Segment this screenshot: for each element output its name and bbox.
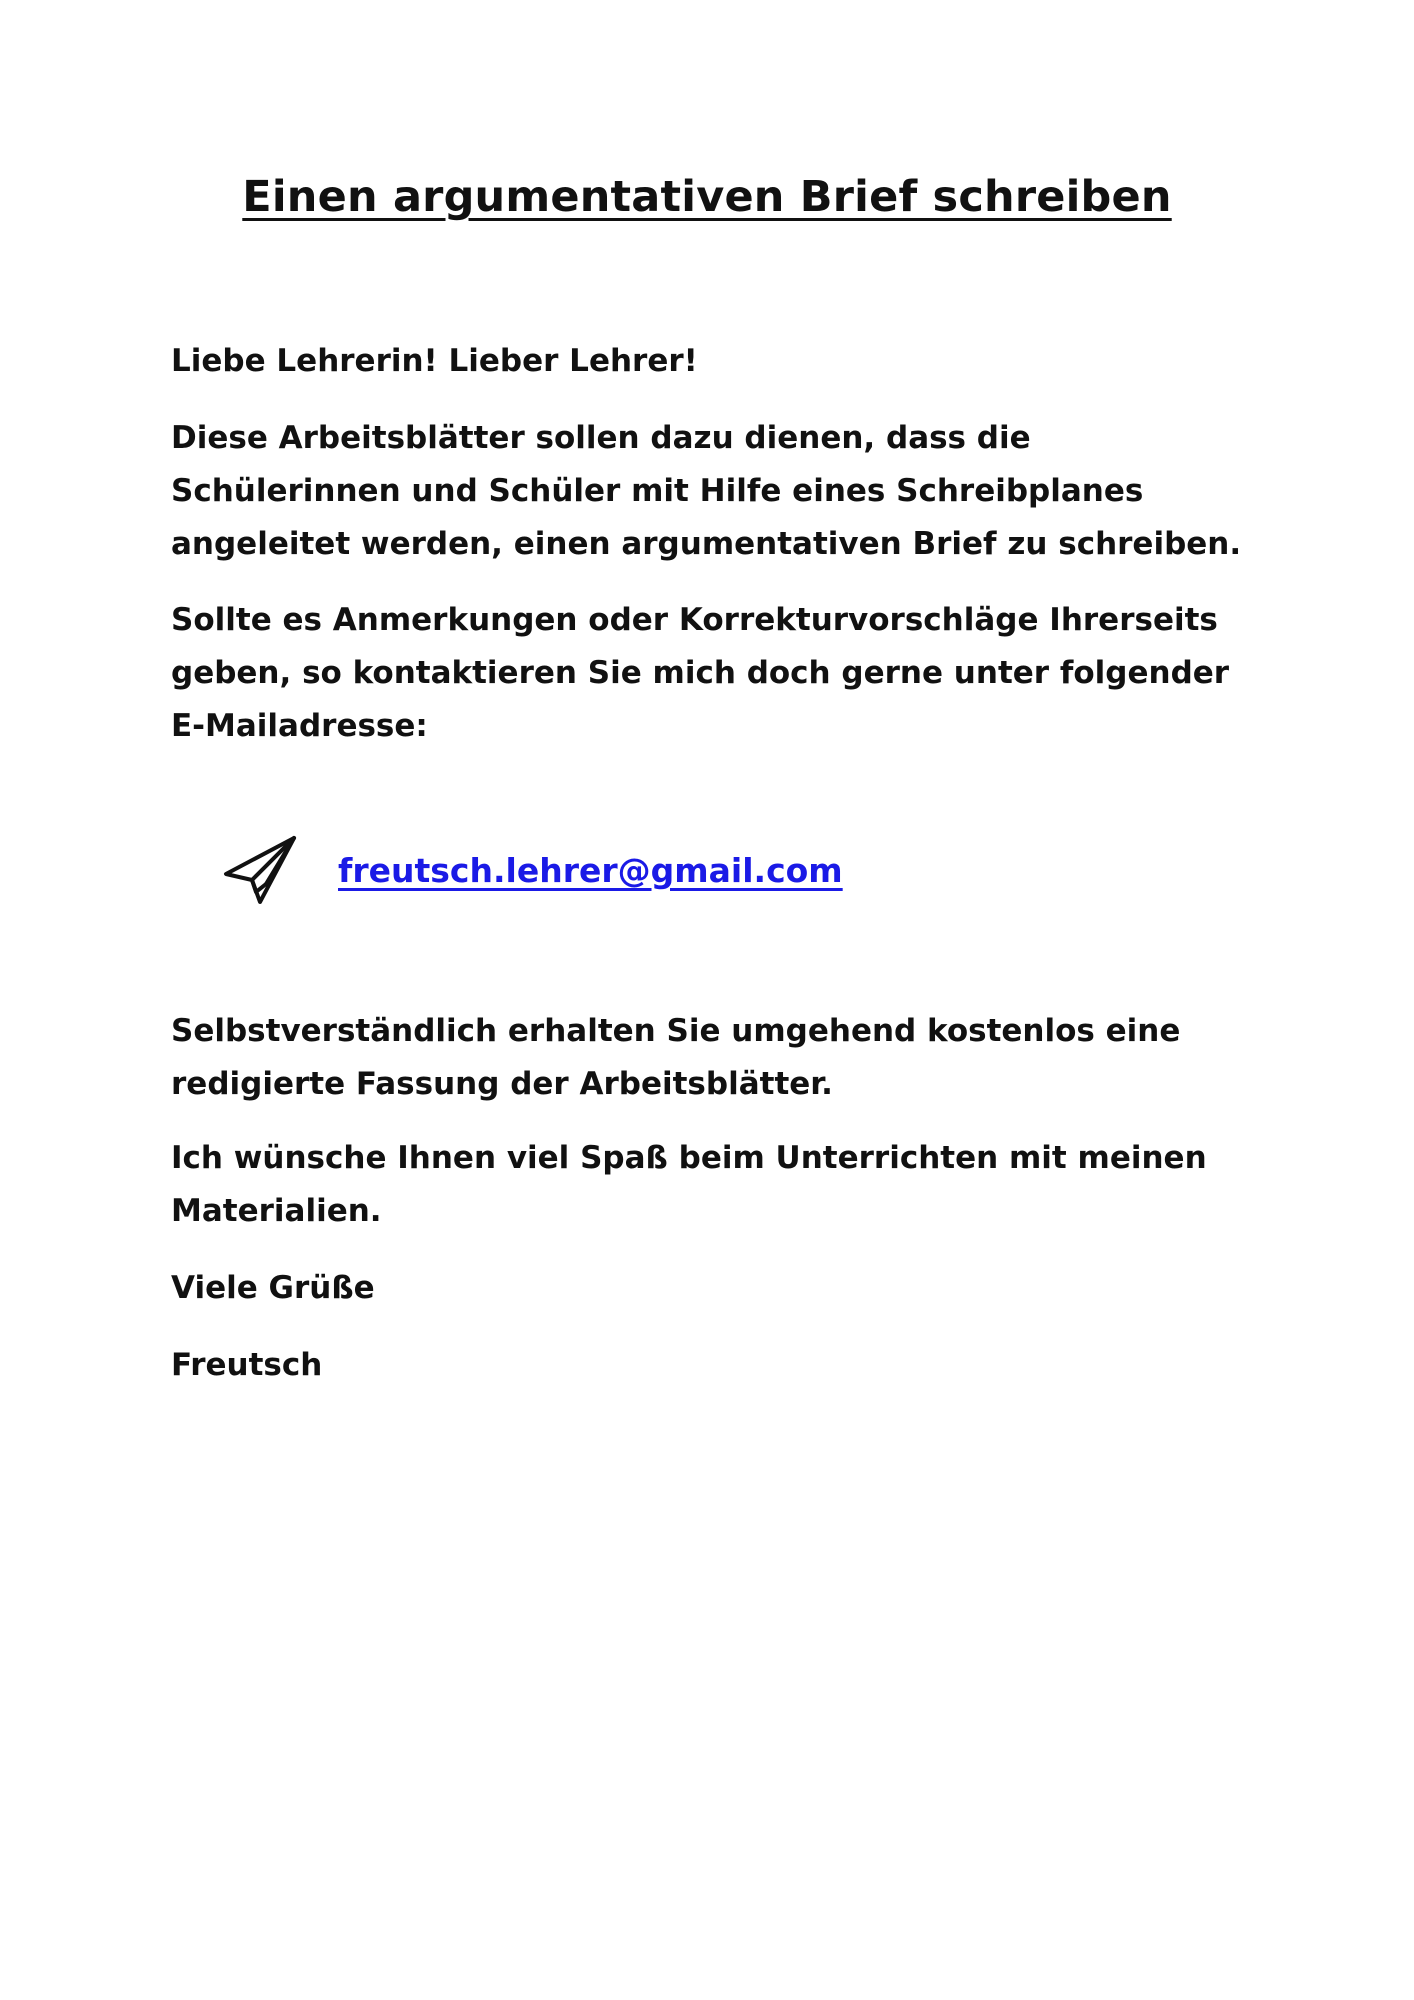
contact-paragraph: Sollte es Anmerkungen oder Korrekturvorschläge Ihrerseits geben, so kontaktieren Sie mich doch gerne unter folgender E-Mailadresse: bbox=[171, 602, 1230, 744]
email-row bbox=[222, 830, 843, 910]
page-title: Einen argumentativen Brief schreiben bbox=[242, 172, 1172, 222]
email-link[interactable]: freutsch.lehrer@gmail.com bbox=[338, 850, 843, 890]
revision-paragraph: Selbstverständlich erhalten Sie umgehend kostenlos eine redigierte Fassung der Arbeitsblätter. bbox=[171, 1013, 1181, 1102]
paper-plane-icon bbox=[222, 834, 298, 906]
greeting-text: Liebe Lehrerin! Lieber Lehrer! bbox=[171, 343, 698, 379]
wishes-paragraph: Ich wünsche Ihnen viel Spaß beim Unterrichten mit meinen Materialien. bbox=[171, 1140, 1207, 1229]
closing-text: Viele Grüße bbox=[171, 1270, 375, 1306]
signature-text: Freutsch bbox=[171, 1347, 323, 1383]
intro-paragraph: Diese Arbeitsblätter sollen dazu dienen, dass die Schülerinnen und Schüler mit Hilfe eines Schreibplanes angeleitet werden, einen argumentativen Brief zu schreiben. bbox=[171, 420, 1242, 562]
